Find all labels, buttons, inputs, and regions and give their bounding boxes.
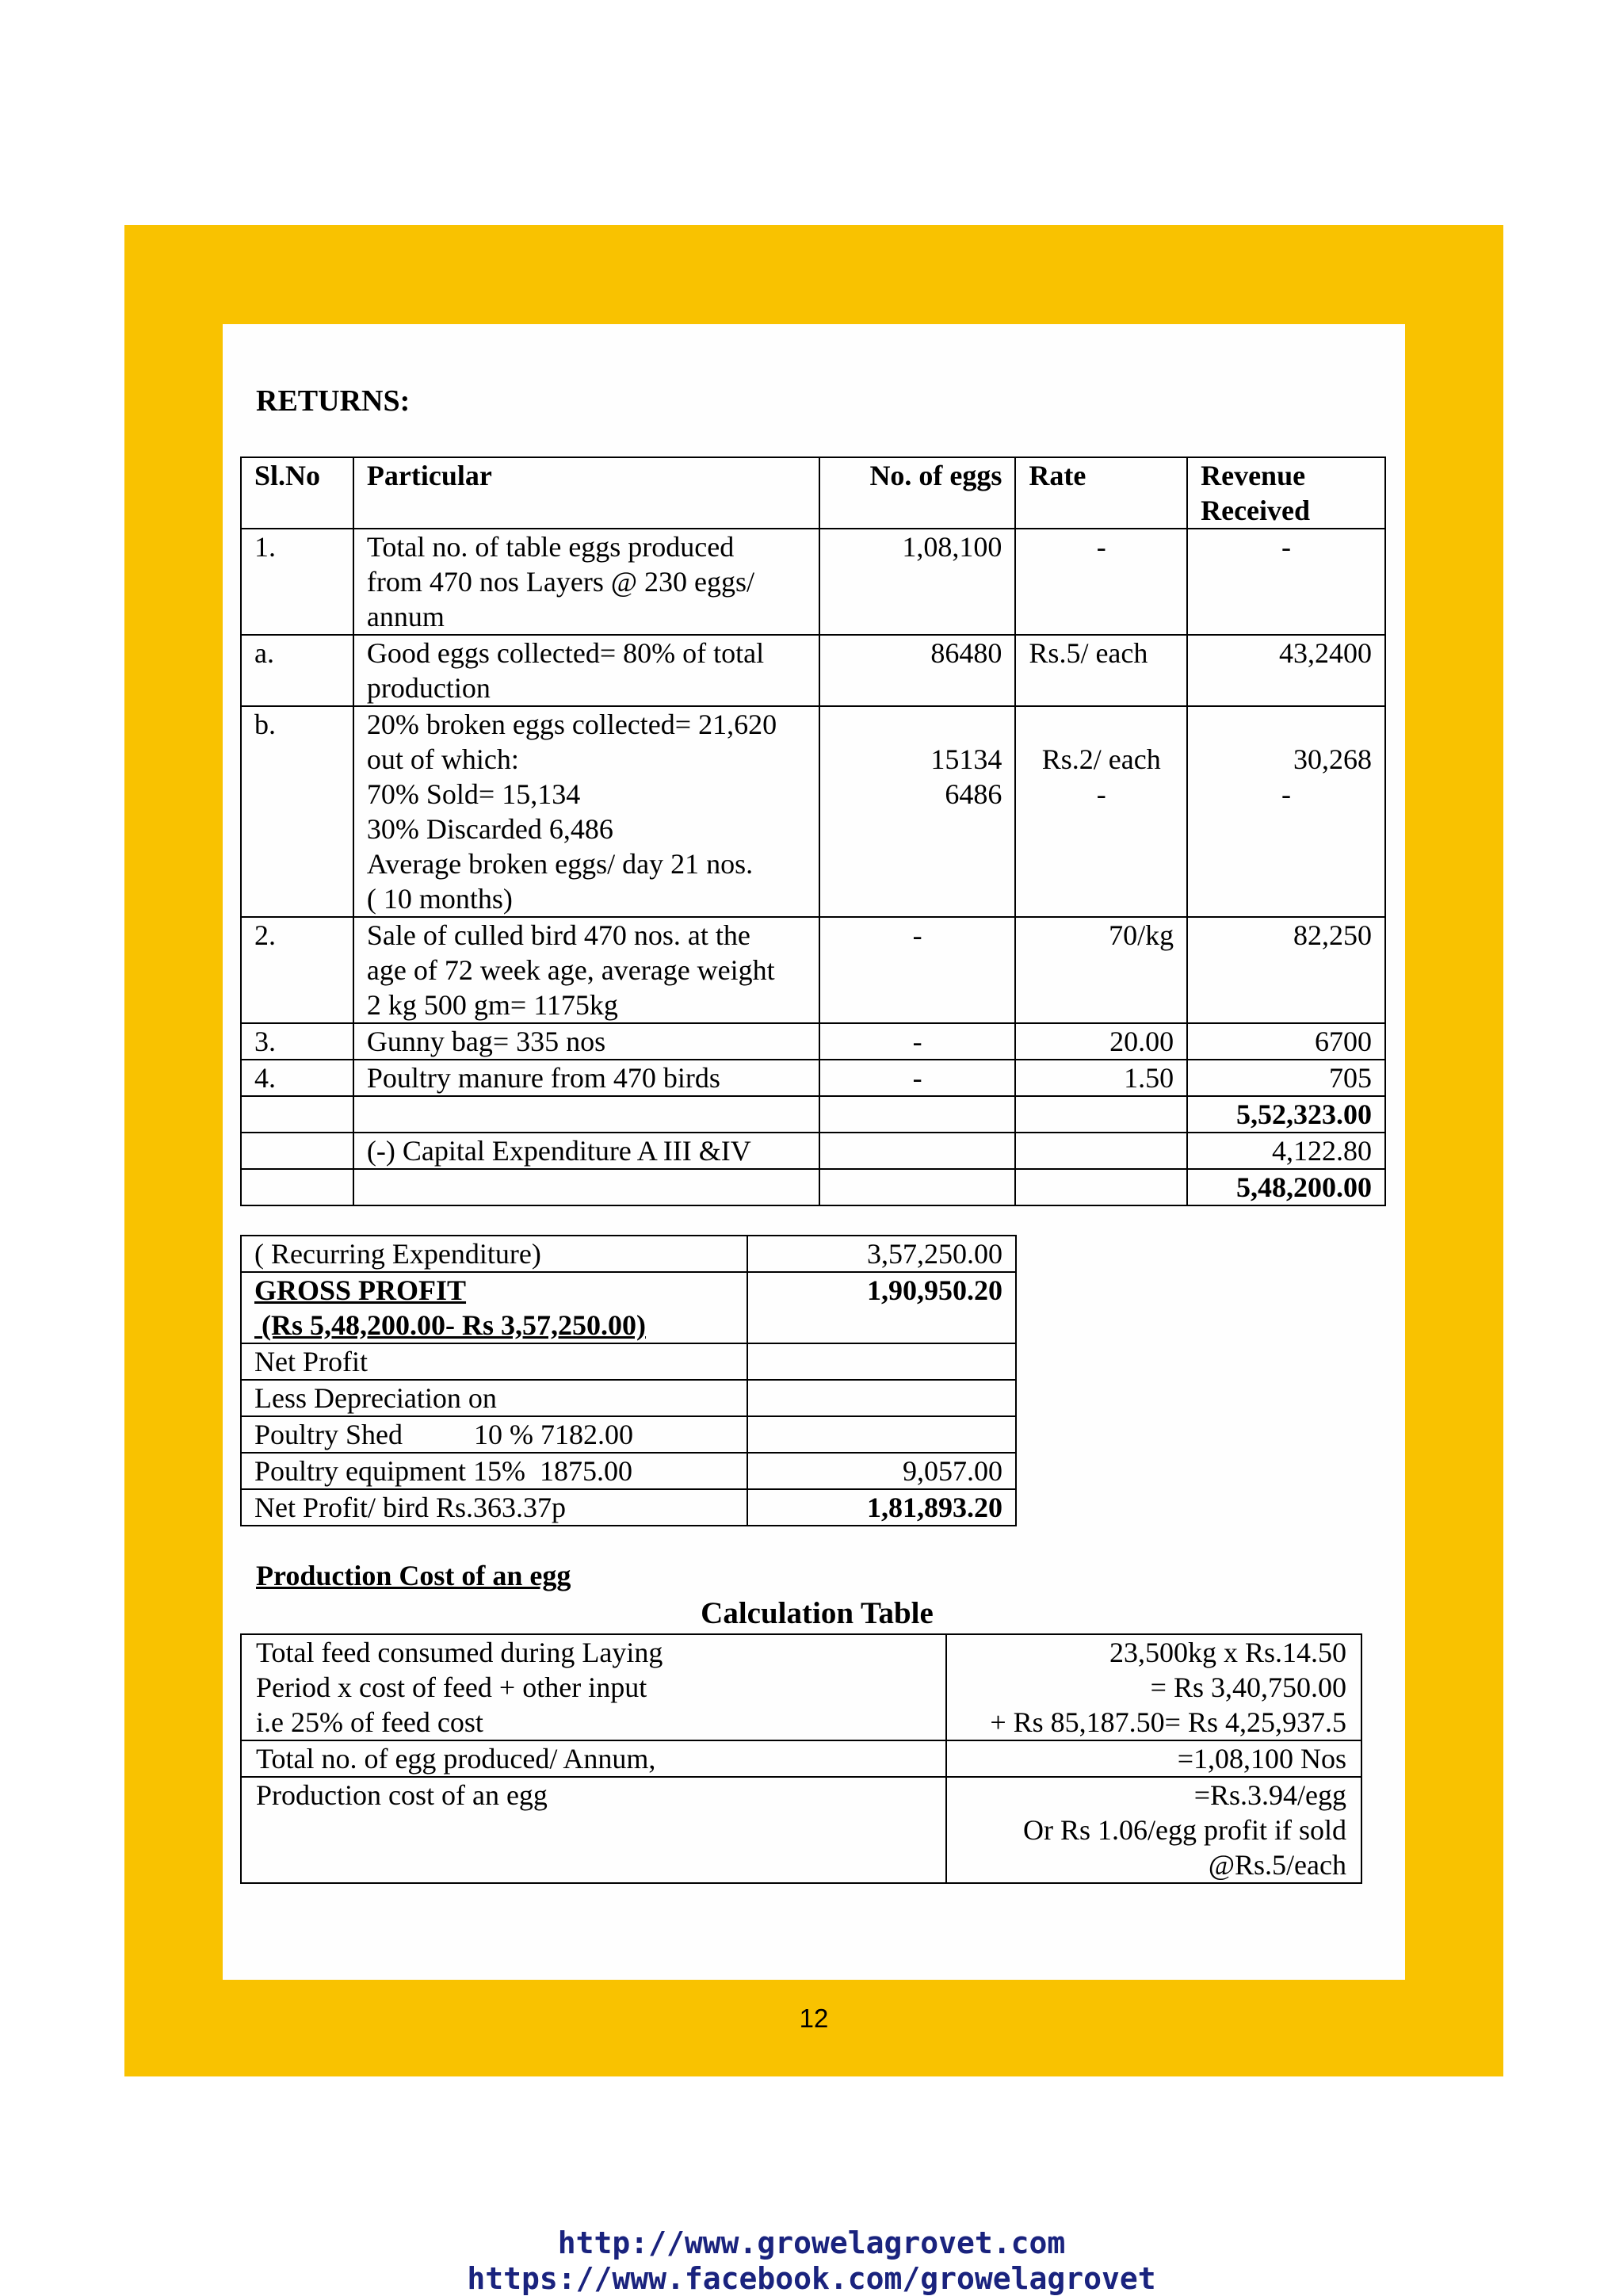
facebook-link[interactable]: https://www.facebook.com/growelagrovet (467, 2261, 1156, 2296)
header-slno: Sl.No (241, 457, 353, 529)
table-row: a. Good eggs collected= 80% of total production 86480 Rs.5/ each 43,2400 (241, 635, 1385, 706)
website-link[interactable]: http://www.growelagrovet.com (557, 2225, 1066, 2260)
net-total-value: 5,48,200.00 (1187, 1169, 1385, 1205)
table-row-capex: (-) Capital Expenditure A III &IV 4,122.80 (241, 1133, 1385, 1169)
table-row: Net Profit/ bird Rs.363.37p 1,81,893.20 (241, 1489, 1016, 1526)
gross-profit-value: 1,90,950.20 (747, 1272, 1016, 1343)
table-row: 3. Gunny bag= 335 nos - 20.00 6700 (241, 1023, 1385, 1060)
table-row: ( Recurring Expenditure) 3,57,250.00 (241, 1236, 1016, 1272)
table-row: Net Profit (241, 1343, 1016, 1380)
total-value: 5,52,323.00 (1187, 1096, 1385, 1133)
header-eggs: No. of eggs (819, 457, 1016, 529)
table-row: Total no. of egg produced/ Annum, =1,08,100 Nos (241, 1740, 1361, 1777)
table-row: 1. Total no. of table eggs produced from 470 nos Layers @ 230 eggs/ annum 1,08,100 - - (241, 529, 1385, 635)
table-row: Production cost of an egg =Rs.3.94/egg Or Rs 1.06/egg profit if sold @Rs.5/each (241, 1777, 1361, 1883)
table-row-net-total (241, 1169, 1385, 1205)
table-row: Poultry equipment 15% 1875.00 9,057.00 (241, 1453, 1016, 1489)
page-content (223, 324, 1405, 1980)
table-row: Total feed consumed during Laying Period x cost of feed + other input i.e 25% of feed cost 23,500kg x Rs.14.50 = Rs 3,40,750.00 + Rs 85,187.50= Rs 4,25,937.5 (241, 1634, 1361, 1740)
table-header-row (241, 457, 1385, 529)
production-cost-heading: Production Cost of an egg (256, 1560, 571, 1591)
table-row-total (241, 1096, 1385, 1133)
calculation-table-title: Calculation Table (701, 1596, 934, 1630)
header-rate: Rate (1015, 457, 1187, 529)
table-row: b. 20% broken eggs collected= 21,620 out of which: 70% Sold= 15,134 30% Discarded 6,486 Average broken eggs/ day 21 nos. ( 10 months) 15134 6486 Rs.2/ each - 30,268 - (241, 706, 1385, 917)
header-particular: Particular (353, 457, 819, 529)
gross-profit-label: GROSS PROFIT (254, 1274, 467, 1306)
table-row: Poultry Shed 10 % 7182.00 (241, 1416, 1016, 1453)
table-row: GROSS PROFIT (Rs 5,48,200.00- Rs 3,57,250.00) 1,90,950.20 (241, 1272, 1016, 1343)
page-frame (124, 225, 1503, 2076)
returns-title: RETURNS: (256, 384, 411, 418)
returns-table (240, 457, 1386, 1206)
page-number: 12 (799, 2004, 829, 2033)
net-profit-value: 1,81,893.20 (747, 1489, 1016, 1526)
calculation-table (240, 1633, 1362, 1884)
profit-table (240, 1235, 1017, 1526)
header-revenue: Revenue Received (1187, 457, 1385, 529)
table-row: 2. Sale of culled bird 470 nos. at the age of 72 week age, average weight 2 kg 500 gm= 1175kg - 70/kg 82,250 (241, 917, 1385, 1023)
table-row: 4. Poultry manure from 470 birds - 1.50 705 (241, 1060, 1385, 1096)
table-row: Less Depreciation on (241, 1380, 1016, 1416)
